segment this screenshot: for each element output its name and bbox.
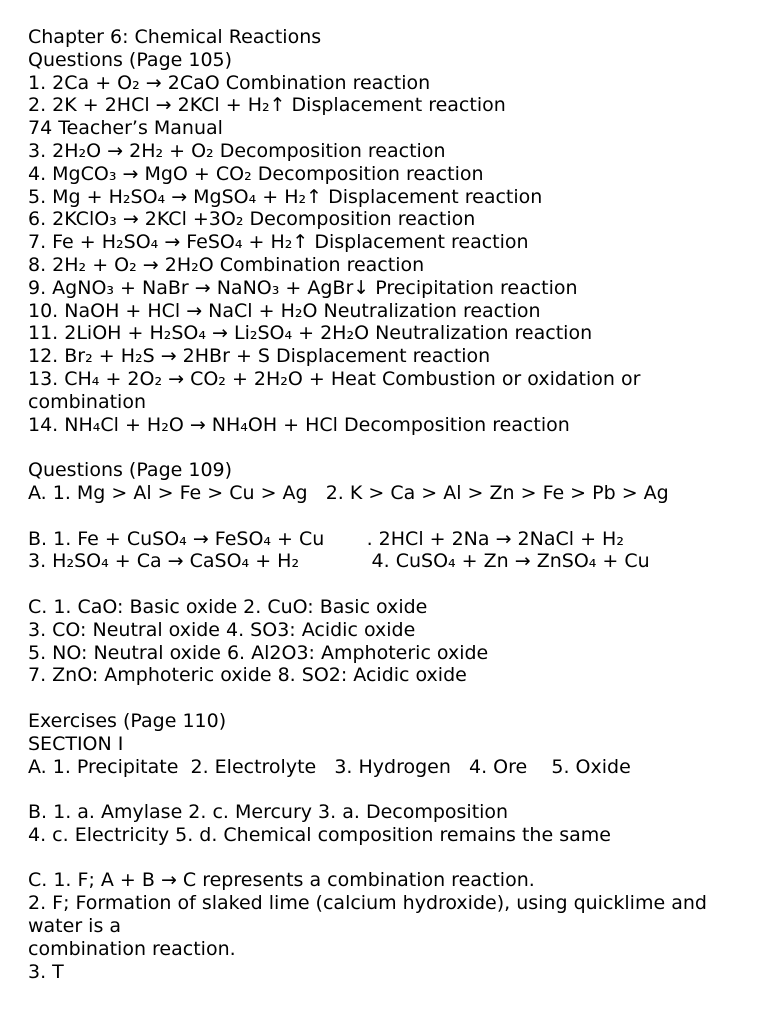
answer-line: 4. c. Electricity 5. d. Chemical composition remains the same	[28, 823, 611, 846]
section-heading-questions-109: Questions (Page 109)	[28, 459, 233, 482]
document-page	[28, 26, 748, 983]
answer-line: A. 1. Mg > Al > Fe > Cu > Ag 2. K > Ca > Al > Zn > Fe > Pb > Ag	[28, 481, 669, 504]
answer-line: 14. NH₄Cl + H₂O → NH₄OH + HCl Decomposition reaction	[28, 413, 570, 436]
section-heading-exercises-110: Exercises (Page 110)	[28, 709, 227, 732]
answer-line: 9. AgNO₃ + NaBr → NaNO₃ + AgBr↓ Precipitation reaction	[28, 276, 578, 299]
page-footer-text: 74 Teacher’s Manual	[28, 117, 223, 140]
answer-line: combination reaction.	[28, 937, 236, 960]
section-heading-questions-105: Questions (Page 105)	[28, 48, 233, 71]
answer-line: 3. 2H₂O → 2H₂ + O₂ Decomposition reaction	[28, 139, 446, 162]
answer-line: C. 1. CaO: Basic oxide 2. CuO: Basic oxide	[28, 595, 428, 618]
answer-line: 2. F; Formation of slaked lime (calcium hydroxide), using quicklime and water is a	[28, 892, 707, 938]
answer-line: C. 1. F; A + B → C represents a combination reaction.	[28, 869, 535, 892]
answer-line: 3. CO: Neutral oxide 4. SO3: Acidic oxide	[28, 618, 416, 641]
answer-line: 11. 2LiOH + H₂SO₄ → Li₂SO₄ + 2H₂O Neutralization reaction	[28, 322, 593, 345]
section-subheading: SECTION I	[28, 732, 124, 755]
answer-line: 2. 2K + 2HCl → 2KCl + H₂↑ Displacement reaction	[28, 94, 506, 117]
answer-line: 6. 2KClO₃ → 2KCl +3O₂ Decomposition reaction	[28, 208, 476, 231]
answer-line: B. 1. a. Amylase 2. c. Mercury 3. a. Decomposition	[28, 801, 509, 824]
answer-line: 7. Fe + H₂SO₄ → FeSO₄ + H₂↑ Displacement reaction	[28, 231, 529, 254]
answer-line: B. 1. Fe + CuSO₄ → FeSO₄ + Cu . 2HCl + 2Na → 2NaCl + H₂	[28, 527, 624, 550]
answer-line: 13. CH₄ + 2O₂ → CO₂ + 2H₂O + Heat Combustion or oxidation or combination	[28, 367, 641, 413]
answer-line: 1. 2Ca + O₂ → 2CaO Combination reaction	[28, 71, 431, 94]
answer-line: 5. Mg + H₂SO₄ → MgSO₄ + H₂↑ Displacement reaction	[28, 185, 543, 208]
answer-line: 8. 2H₂ + O₂ → 2H₂O Combination reaction	[28, 253, 425, 276]
answer-line: A. 1. Precipitate 2. Electrolyte 3. Hydrogen 4. Ore 5. Oxide	[28, 755, 631, 778]
answer-line: 10. NaOH + HCl → NaCl + H₂O Neutralization reaction	[28, 299, 541, 322]
answer-line: 3. H₂SO₄ + Ca → CaSO₄ + H₂ 4. CuSO₄ + Zn → ZnSO₄ + Cu	[28, 550, 650, 573]
answer-line: 5. NO: Neutral oxide 6. Al2O3: Amphoteric oxide	[28, 641, 489, 664]
answer-line: 12. Br₂ + H₂S → 2HBr + S Displacement reaction	[28, 345, 491, 368]
answer-line: 4. MgCO₃ → MgO + CO₂ Decomposition reaction	[28, 162, 484, 185]
answer-line: 3. T	[28, 960, 64, 983]
chapter-title: Chapter 6: Chemical Reactions	[28, 26, 322, 48]
answer-line: 7. ZnO: Amphoteric oxide 8. SO2: Acidic oxide	[28, 664, 467, 687]
